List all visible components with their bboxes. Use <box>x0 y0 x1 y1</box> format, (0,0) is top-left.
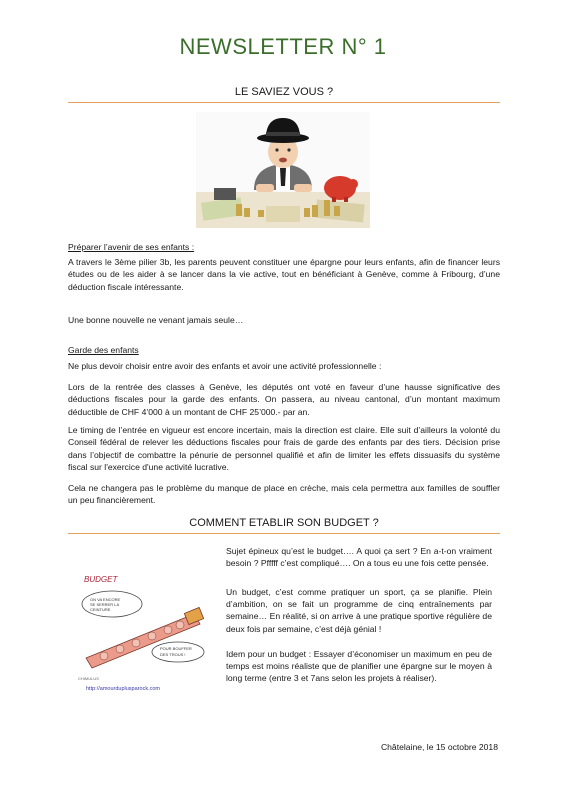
svg-text:DES TROUS !: DES TROUS ! <box>160 652 186 657</box>
svg-text:CEINTURE: CEINTURE <box>90 607 111 612</box>
budget-paragraph-2: Un budget, c’est comme pratiquer un sport, ça se planifie. Plein d’ambition, on se fait un programme de cinq entraînements par semaine… En réalité, si on arrive à une pratique sportive régulière de deux fois par semaine, c’est déjà génial ! <box>226 587 492 634</box>
paragraph-timing: Le timing de l’entrée en vigueur est encore incertain, mais la direction est claire. Elle suit d’ailleurs la volonté du Conseil fédéral de relever les déductions fiscales pour frais de garde des enfants par des tiers. Décision prise dans l’objectif de combattre la pénurie de personnel qualifié et afin de limiter les effets dissuasifs du système fiscal sur l'exercice d'une activité lucrative. <box>68 425 500 473</box>
svg-text:POUR BOUFFER: POUR BOUFFER <box>160 646 192 651</box>
paragraph-rentree-geneve: Lors de la rentrée des classes à Genève, les députés ont voté en faveur d’une hausse significative des déductions fiscales pour la garde des enfants. On passera, au niveau cantonal, d’un montant maximum déductible de CHF 4’000 à un montant de CHF 25’000.- par an. <box>68 382 500 417</box>
cartoon-url: http://amourduplusparock.com <box>86 686 160 692</box>
budget-cartoon <box>68 548 218 698</box>
subheading-garde-enfants: Garde des enfants <box>68 345 139 355</box>
section-heading-saviez-vous: LE SAVIEZ VOUS ? <box>68 86 500 103</box>
budget-paragraph-3: Idem pour un budget : Essayer d’économiser un maximum en peu de temps est moins réaliste que de planifier une épargne sur le moyen à long terme (entre 3 et 7ans selon les projets à réaliser). <box>226 649 492 684</box>
budget-paragraph-1: Sujet épineux qu’est le budget…. A quoi ça sert ? En a-t-on vraiment besoin ? Pfffff c’est compliqué…. On a tous eu une fois cette pensée. <box>226 546 492 569</box>
paragraph-bonne-nouvelle: Une bonne nouvelle ne venant jamais seule… <box>68 315 244 325</box>
svg-text:SE SERRER LA: SE SERRER LA <box>90 602 120 607</box>
newsletter-title: NEWSLETTER N° 1 <box>179 34 387 59</box>
footer-date: Châtelaine, le 15 octobre 2018 <box>380 742 498 752</box>
svg-text:ON VA ENCORE: ON VA ENCORE <box>90 597 121 602</box>
paragraph-choisir: Ne plus devoir choisir entre avoir des enfants et avoir une activité professionnelle : <box>68 361 382 371</box>
paragraph-creche: Cela ne changera pas le problème du manque de place en crèche, mais cela permettra aux familles de souffler un peu financièrement. <box>68 483 500 506</box>
cartoon-title: BUDGET <box>84 575 118 584</box>
paragraph-pilier-3b: A travers le 3ème pilier 3b, les parents peuvent constituer une épargne pour leurs enfants, afin de financer leurs études ou de les aider à se lancer dans la vie active, tout en bénéficiant à Genève, comme à Fribourg, d’une déduction fiscale intéressante. <box>68 257 500 292</box>
child-savings-photo <box>196 112 370 228</box>
cartoon-signature: CHIMULUS <box>78 676 99 681</box>
subheading-avenir-enfants: Préparer l’avenir de ses enfants : <box>68 242 195 252</box>
section-heading-budget: COMMENT ETABLIR SON BUDGET ? <box>68 517 500 534</box>
